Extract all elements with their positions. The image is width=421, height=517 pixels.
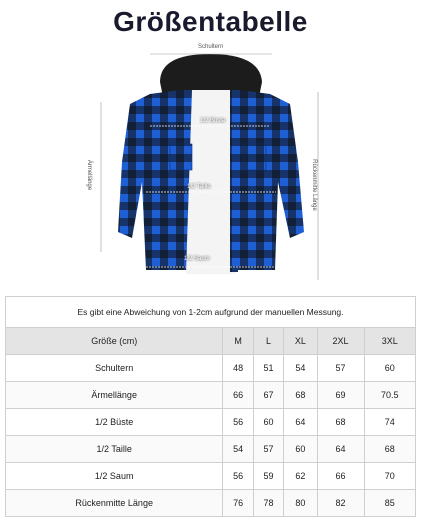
table-cell: 62 [284,463,317,490]
waist-label: 1/2 Taille [187,184,211,190]
header-cell: Größe (cm) [6,328,223,355]
row-label: 1/2 Taille [6,436,223,463]
back-length-label: Rückenmitte Länge [310,159,317,211]
placket [230,92,238,272]
table-cell: 54 [284,355,317,382]
table-cell: 68 [284,382,317,409]
table-row [6,355,416,382]
size-table [5,296,416,517]
table-cell: 60 [364,355,415,382]
table-note: Es gibt eine Abweichung von 1-2cm aufgrund der manuellen Messung. [6,297,416,328]
header-cell: L [253,328,283,355]
table-cell: 48 [223,355,253,382]
bust-label: 1/2 Büste [200,118,226,124]
table-row [6,436,416,463]
table-cell: 51 [253,355,283,382]
table-cell: 59 [253,463,283,490]
row-label: 1/2 Saum [6,463,223,490]
table-cell: 80 [284,490,317,517]
table-cell: 68 [317,409,364,436]
table-cell: 82 [317,490,364,517]
table-cell: 57 [317,355,364,382]
header-cell: M [223,328,253,355]
table-cell: 70.5 [364,382,415,409]
table-cell: 60 [284,436,317,463]
table-cell: 64 [284,409,317,436]
shirt-illustration [0,42,421,292]
table-cell: 74 [364,409,415,436]
table-cell: 85 [364,490,415,517]
table-cell: 70 [364,463,415,490]
table-row [6,382,416,409]
header-cell: 2XL [317,328,364,355]
table-cell: 69 [317,382,364,409]
table-row [6,463,416,490]
header-cell: 3XL [364,328,415,355]
table-header-row [6,328,416,355]
table-cell: 54 [223,436,253,463]
pocket-right [244,144,266,170]
table-cell: 56 [223,463,253,490]
table-cell: 56 [223,409,253,436]
table-cell: 78 [253,490,283,517]
table-cell: 64 [317,436,364,463]
table-row [6,490,416,517]
table-cell: 66 [223,382,253,409]
page-title: Größentabelle [113,6,308,37]
row-label: Ärmellänge [6,382,223,409]
pocket-left [170,144,192,170]
hem-label: 1/2 Saum [184,256,210,262]
row-label: Rückenmitte Länge [6,490,223,517]
row-label: Schultern [6,355,223,382]
table-cell: 67 [253,382,283,409]
table-cell: 68 [364,436,415,463]
table-cell: 60 [253,409,283,436]
table-cell: 76 [223,490,253,517]
sleeve-label: Ärmellänge [86,159,93,191]
row-label: 1/2 Büste [6,409,223,436]
table-cell: 66 [317,463,364,490]
table-row [6,409,416,436]
table-cell: 57 [253,436,283,463]
shoulder-label: Schultern [198,44,224,50]
header-cell: XL [284,328,317,355]
shirt-figure [0,42,421,292]
